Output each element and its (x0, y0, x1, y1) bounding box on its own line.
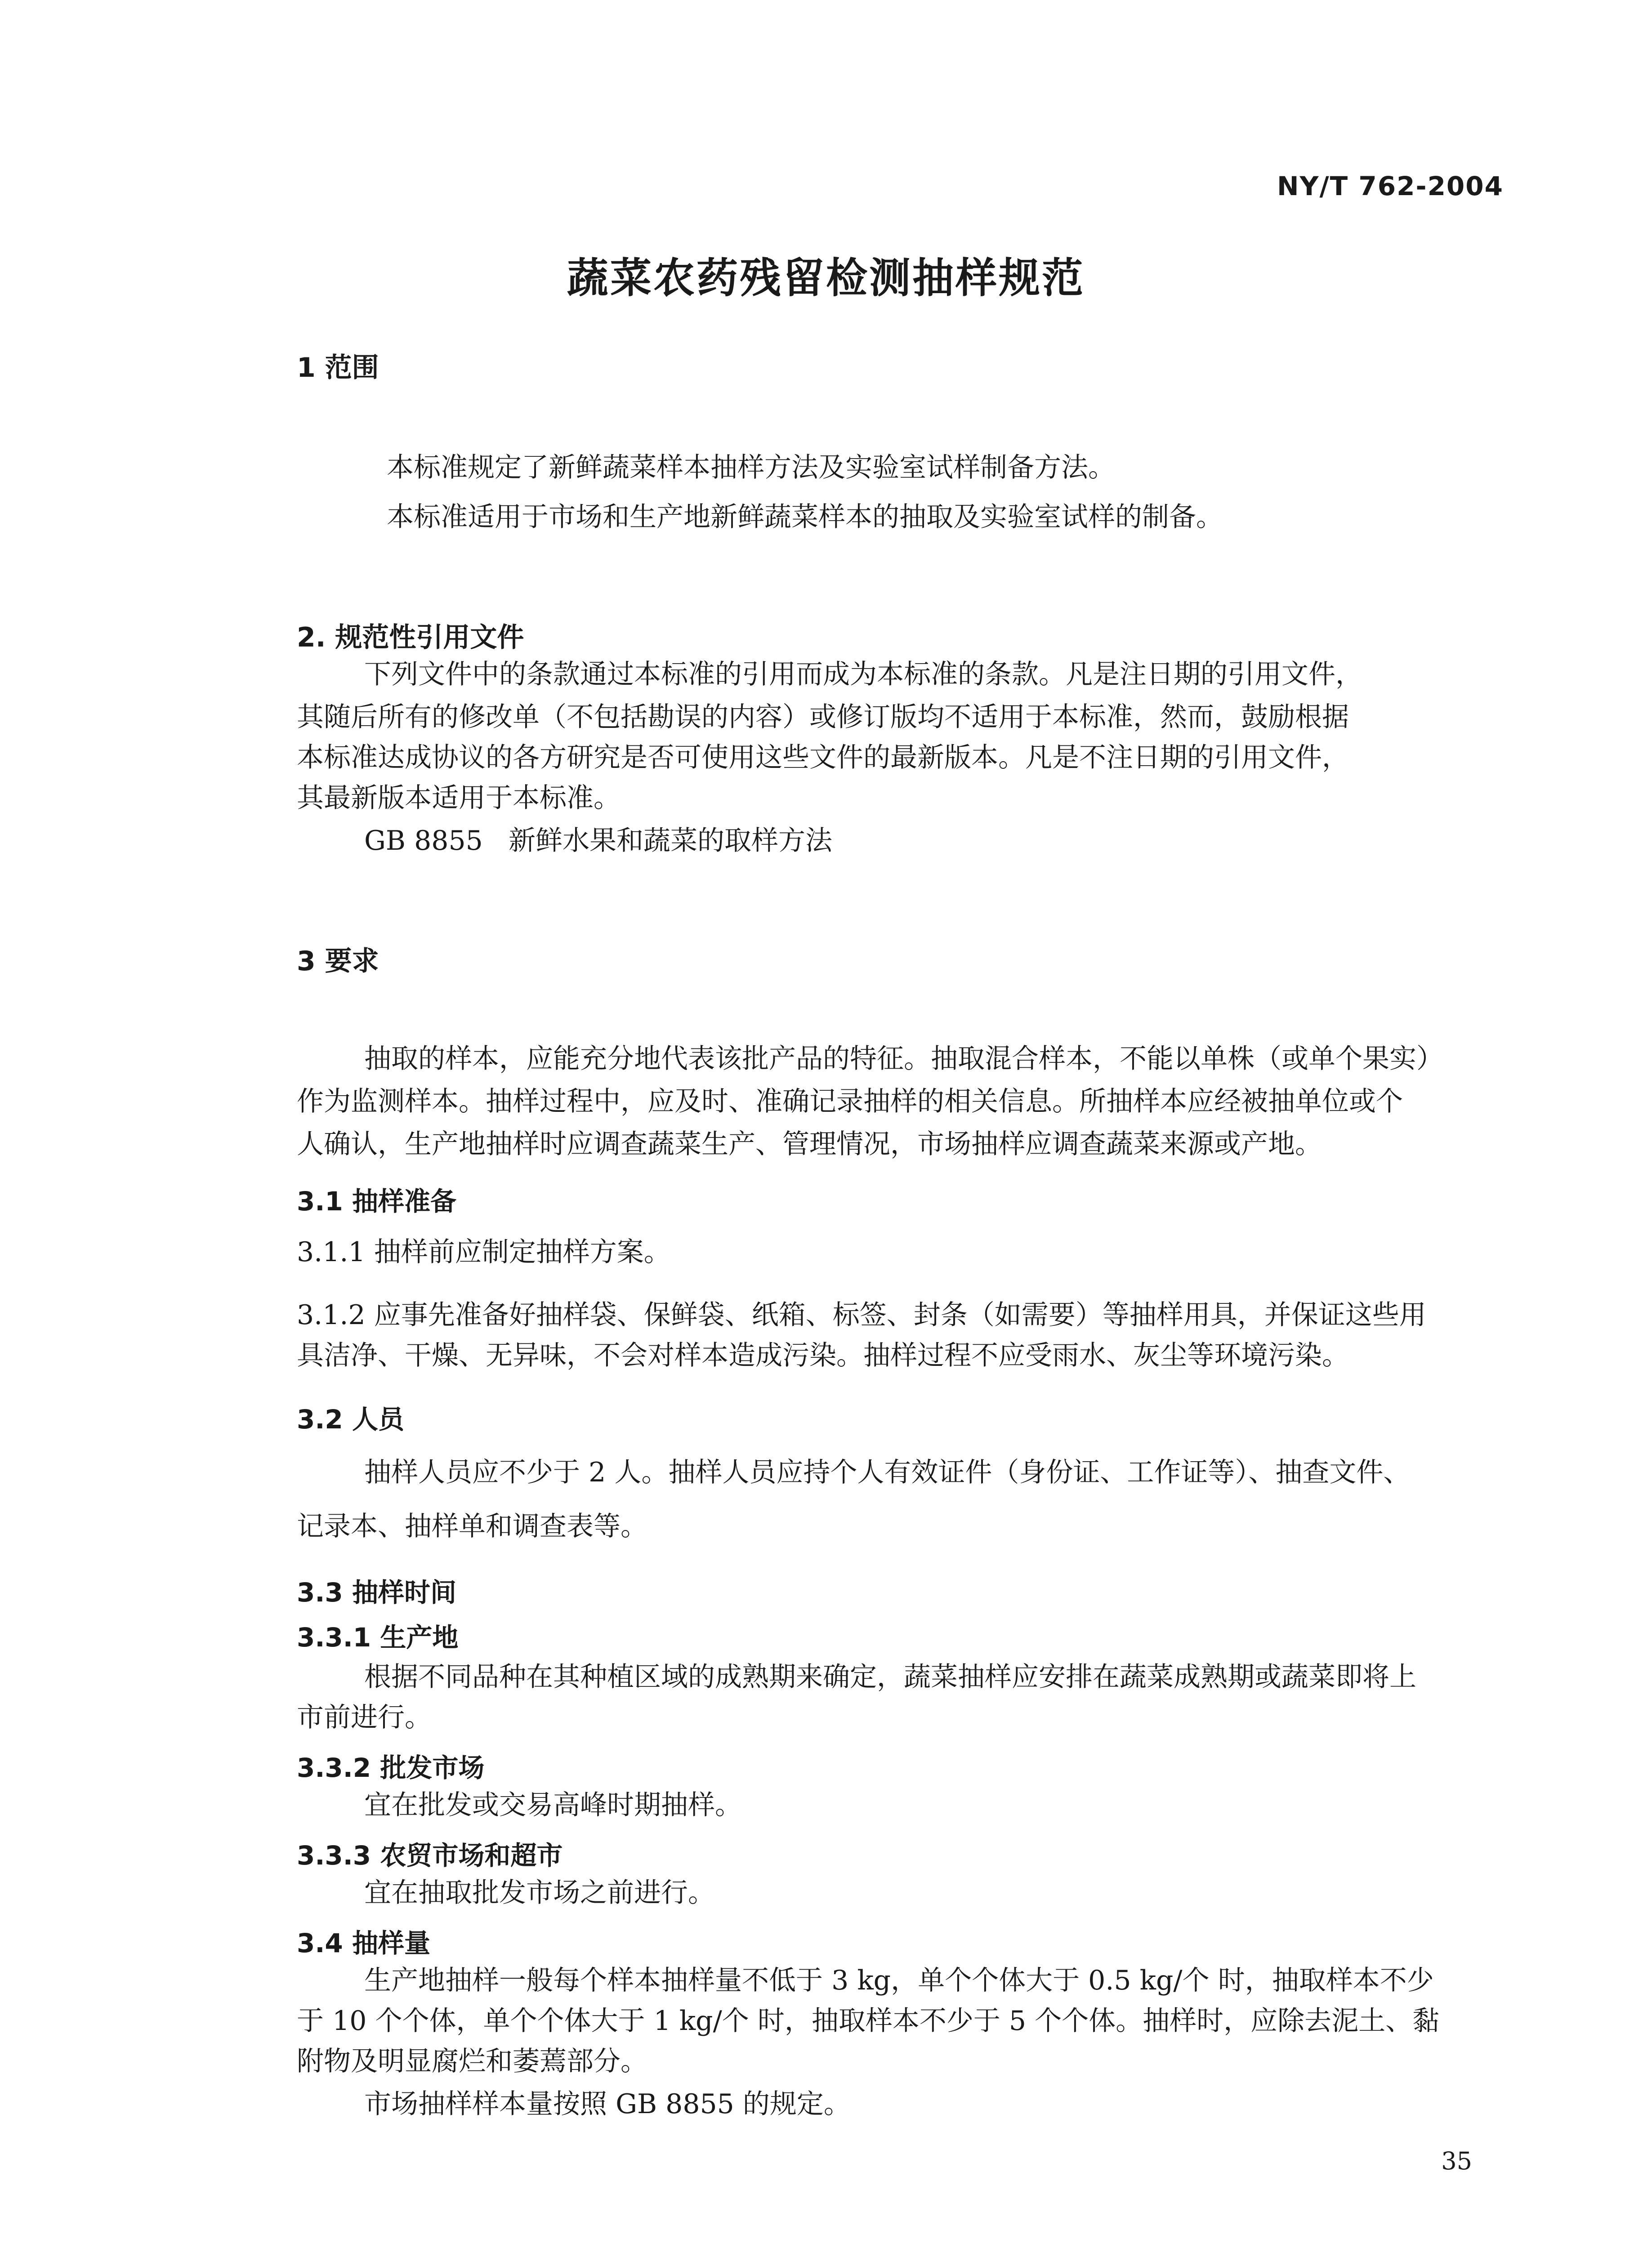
clause-3-3-3-heading: 3.3.3 农贸市场和超市 (297, 1840, 563, 1871)
clause-3-1-2-line-2: 具洁净、干燥、无异味，不会对样本造成污染。抽样过程不应受雨水、灰尘等环境污染。 (297, 1340, 1349, 1371)
section-3-line-3: 人确认，生产地抽样时应调查蔬菜生产、管理情况，市场抽样应调查蔬菜来源或产地。 (297, 1128, 1322, 1160)
clause-3-3-1-line-1: 根据不同品种在其种植区域的成熟期来确定，蔬菜抽样应安排在蔬菜成熟期或蔬菜即将上 (364, 1661, 1416, 1693)
section-3-1-heading: 3.1 抽样准备 (297, 1186, 456, 1217)
section-2-line-2: 其随后所有的修改单（不包括勘误的内容）或修订版均不适用于本标准，然而，鼓励根据 (297, 701, 1349, 733)
section-1-heading: 1 范围 (297, 352, 379, 384)
clause-3-3-2-heading: 3.3.2 批发市场 (297, 1753, 485, 1783)
document-title: 蔬菜农药残留检测抽样规范 (567, 254, 1085, 302)
section-3-2-line-2: 记录本、抽样单和调查表等。 (297, 1511, 647, 1542)
section-3-4-line-2: 于 10 个个体，单个个体大于 1 kg/个 时，抽取样本不少于 5 个个体。抽样时，应除去泥土、黏 (297, 2005, 1440, 2037)
section-3-3-heading: 3.3 抽样时间 (297, 1577, 456, 1608)
normative-reference-gb8855: GB 8855 新鲜水果和蔬菜的取样方法 (364, 825, 833, 856)
page-number: 35 (1441, 2147, 1472, 2175)
standard-number: NY/T 762-2004 (1277, 171, 1504, 201)
section-3-line-2: 作为监测样本。抽样过程中，应及时、准确记录抽样的相关信息。所抽样本应经被抽单位或个 (297, 1086, 1403, 1117)
section-3-heading: 3 要求 (297, 946, 379, 977)
clause-3-1-1: 3.1.1 抽样前应制定抽样方案。 (297, 1236, 671, 1268)
section-3-2-line-1: 抽样人员应不少于 2 人。抽样人员应持个人有效证件（身份证、工作证等）、抽查文件、 (364, 1457, 1411, 1488)
clause-3-3-1-line-2: 市前进行。 (297, 1702, 432, 1733)
section-3-4-line-1: 生产地抽样一般每个样本抽样量不低于 3 kg，单个个体大于 0.5 kg/个 时，抽取样本不少 (364, 1965, 1434, 1996)
section-2-heading: 2. 规范性引用文件 (297, 622, 524, 653)
section-3-2-heading: 3.2 人员 (297, 1404, 404, 1435)
clause-3-3-3-text: 宜在抽取批发市场之前进行。 (364, 1877, 715, 1909)
section-3-line-1: 抽取的样本，应能充分地代表该批产品的特征。抽取混合样本，不能以单株（或单个果实） (364, 1043, 1443, 1075)
section-3-4-heading: 3.4 抽样量 (297, 1928, 430, 1958)
section-3-4-line-3: 附物及明显腐烂和萎蔫部分。 (297, 2046, 647, 2077)
section-2-line-1: 下列文件中的条款通过本标准的引用而成为本标准的条款。凡是注日期的引用文件， (364, 659, 1362, 690)
clause-3-1-2-line-1: 3.1.2 应事先准备好抽样袋、保鲜袋、纸箱、标签、封条（如需要）等抽样用具，并保证这些用 (297, 1299, 1426, 1331)
section-2-line-4: 其最新版本适用于本标准。 (297, 782, 621, 814)
section-2-line-3: 本标准达成协议的各方研究是否可使用这些文件的最新版本。凡是不注日期的引用文件， (297, 742, 1349, 773)
clause-3-3-2-text: 宜在批发或交易高峰时期抽样。 (364, 1789, 742, 1821)
section-3-4-market-sampling: 市场抽样样本量按照 GB 8855 的规定。 (364, 2088, 851, 2120)
clause-3-3-1-heading: 3.3.1 生产地 (297, 1622, 459, 1653)
section-1-paragraph-2: 本标准适用于市场和生产地新鲜蔬菜样本的抽取及实验室试样的制备。 (387, 501, 1223, 533)
section-1-paragraph-1: 本标准规定了新鲜蔬菜样本抽样方法及实验室试样制备方法。 (387, 452, 1115, 483)
